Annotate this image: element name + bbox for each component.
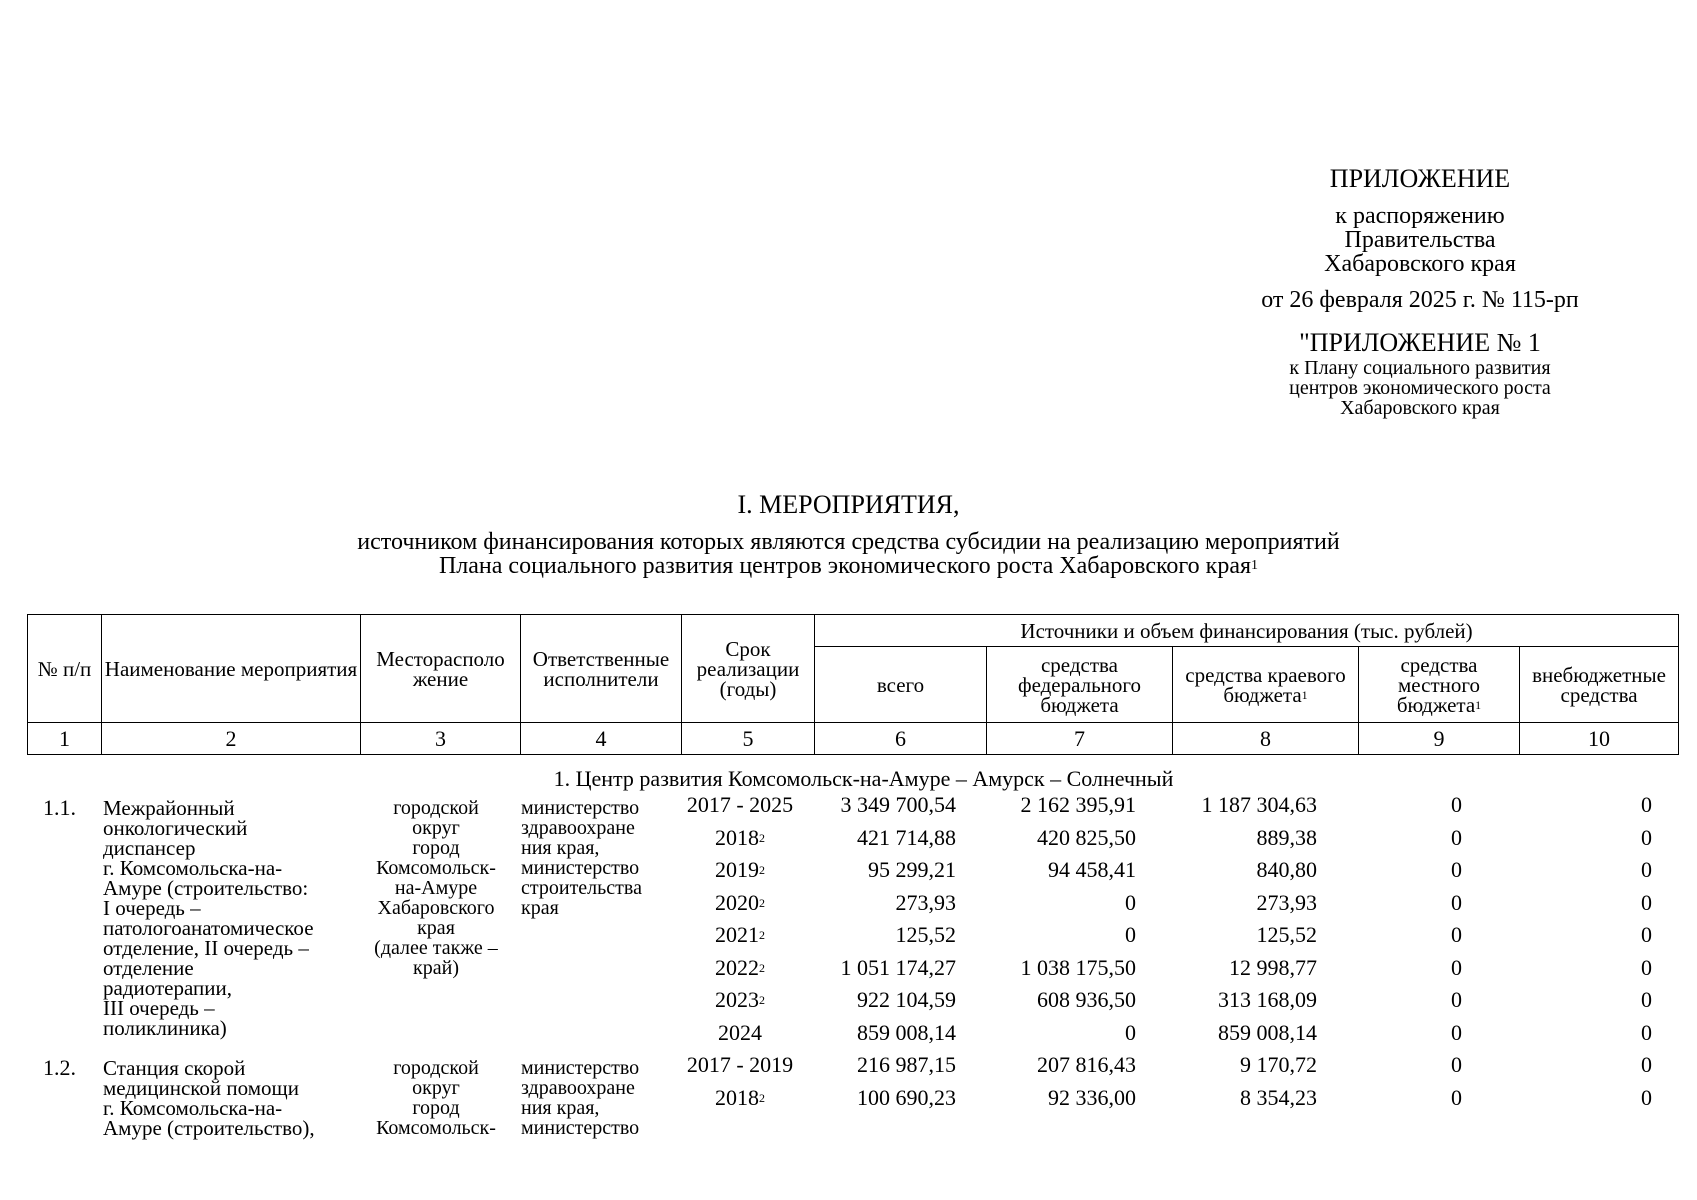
- appendix-line-2: центров экономического роста: [1289, 377, 1551, 399]
- value-federal: 2 162 395,91: [1020, 792, 1136, 817]
- header-num: № п/п: [28, 615, 102, 723]
- header-location: Месторасполо жение: [361, 615, 521, 723]
- item-name-line: поликлиника): [103, 1016, 227, 1040]
- value-total: 859 008,14: [857, 1019, 956, 1045]
- item-location-line: городской: [393, 1057, 479, 1079]
- year-text: 2019: [715, 857, 759, 882]
- year-text: 2020: [715, 889, 759, 915]
- value-local: 0: [1451, 1052, 1462, 1077]
- item-executor-line: строительства: [521, 877, 642, 899]
- footnote-mark: 2: [759, 928, 765, 942]
- item-executor-line: министерство: [521, 1057, 640, 1079]
- document-title-block: [0, 490, 1697, 578]
- value-federal: 420 825,50: [1037, 824, 1136, 850]
- value-federal: 608 936,50: [1037, 987, 1136, 1012]
- item-location-line: город: [412, 837, 460, 859]
- item-name-line: отделение, II очередь –: [103, 936, 309, 960]
- section-title: 1. Центр развития Комсомольск-на-Амуре – Амурск – Солнечный: [553, 766, 1174, 791]
- header-name: Наименование мероприятия: [102, 615, 361, 723]
- value-total: 3 349 700,54: [840, 792, 956, 817]
- column-number: 7: [987, 723, 1173, 755]
- value-total: 95 299,21: [868, 857, 956, 882]
- item-name-line: онкологический: [103, 816, 248, 840]
- value-federal: 0: [1125, 889, 1136, 915]
- item-executor-line: министерство: [521, 797, 640, 819]
- value-total: 922 104,59: [857, 987, 956, 1012]
- header-local-cell: [1359, 647, 1520, 723]
- header-funding-group: Источники и объем финансирования (тыс. рублей): [815, 615, 1679, 647]
- value-regional: 125,52: [1256, 922, 1317, 947]
- item-executor-line: здравоохране: [521, 1077, 635, 1099]
- item-name-line: Станция скорой: [103, 1056, 246, 1080]
- value-extra: 0: [1641, 1084, 1652, 1110]
- value-total: 216 987,15: [857, 1052, 956, 1077]
- item-executor-line: ния края,: [521, 837, 600, 859]
- value-federal: 92 336,00: [1048, 1084, 1136, 1110]
- item-name-line: патологоанатомическое: [103, 916, 314, 940]
- funding-table-header: [27, 614, 1679, 755]
- column-number: 6: [815, 723, 987, 755]
- column-number: 1: [28, 723, 102, 755]
- item-number: 1.2.: [43, 1055, 76, 1080]
- item-location-line: городской: [393, 797, 479, 819]
- value-total: 421 714,88: [857, 824, 956, 850]
- footnote-mark: 1: [1301, 687, 1308, 702]
- footnote-mark: 1: [1251, 558, 1259, 573]
- value-regional: 889,38: [1256, 824, 1317, 850]
- value-local: 0: [1451, 792, 1462, 817]
- appendix-line-3: Хабаровского края: [1340, 397, 1500, 419]
- header-executors: Ответственные исполнители: [521, 615, 682, 723]
- approval-to-order: к распоряжению: [1335, 203, 1505, 229]
- value-local: 0: [1451, 987, 1462, 1012]
- item-location-line: Комсомольск-: [376, 857, 496, 879]
- item-name-line: I очередь –: [103, 896, 201, 920]
- value-regional: 1 187 304,63: [1201, 792, 1317, 817]
- item-number: 1.1.: [43, 795, 76, 820]
- column-number: 4: [521, 723, 682, 755]
- appendix-title: "ПРИЛОЖЕНИЕ № 1: [1299, 328, 1541, 357]
- header-period: Срок реализации (годы): [682, 615, 815, 723]
- year-text: 2022: [715, 954, 759, 980]
- value-regional: 313 168,09: [1218, 987, 1317, 1012]
- header-federal: средства федерального бюджета: [987, 647, 1173, 723]
- approval-date-number: от 26 февраля 2025 г. № 115-рп: [1261, 287, 1579, 313]
- item-executor-line: края: [521, 897, 559, 919]
- value-local: 0: [1451, 857, 1462, 882]
- value-local: 0: [1451, 1019, 1462, 1045]
- footnote-mark: 2: [759, 960, 765, 975]
- value-federal: 94 458,41: [1048, 857, 1136, 882]
- year-text: 2024: [718, 1019, 762, 1045]
- item-name-line: радиотерапии,: [103, 976, 232, 1000]
- document-subtitle-1: источником финансирования которых являются средства субсидии на реализацию мероприятий: [357, 529, 1340, 555]
- column-number: 3: [361, 723, 521, 755]
- footnote-mark: 1: [1475, 697, 1482, 712]
- value-extra: 0: [1641, 1052, 1652, 1077]
- item-executor-line: здравоохране: [521, 817, 635, 839]
- value-extra: 0: [1641, 1019, 1652, 1045]
- value-regional: 840,80: [1256, 857, 1317, 882]
- column-number: 9: [1359, 723, 1520, 755]
- item-location-line: край): [413, 957, 459, 979]
- document-title: I. МЕРОПРИЯТИЯ,: [737, 490, 960, 519]
- item-location-line: (далее также –: [374, 937, 498, 959]
- value-total: 125,52: [895, 922, 956, 947]
- item-executor-line: министерство: [521, 1117, 640, 1139]
- approval-title: ПРИЛОЖЕНИЕ: [1329, 164, 1511, 193]
- approval-block: [1180, 164, 1660, 418]
- item-location-line: округ: [412, 1077, 460, 1099]
- year-text: 2021: [715, 922, 759, 947]
- header-extra: внебюджетные средства: [1520, 647, 1679, 723]
- approval-authority-2: Хабаровского края: [1324, 251, 1516, 277]
- item-name-line: отделение: [103, 956, 194, 980]
- value-regional: 8 354,23: [1240, 1084, 1317, 1110]
- document-subtitle-2: Плана социального развития центров экономического роста Хабаровского края: [438, 553, 1252, 579]
- footnote-mark: 2: [759, 993, 765, 1007]
- item-location-line: Комсомольск-: [376, 1117, 496, 1139]
- value-regional: 12 998,77: [1229, 954, 1317, 980]
- header-local: средства местного бюджета: [1396, 652, 1480, 717]
- value-regional: 9 170,72: [1240, 1052, 1317, 1077]
- item-executor-line: ния края,: [521, 1097, 600, 1119]
- value-extra: 0: [1641, 857, 1652, 882]
- value-federal: 0: [1125, 1019, 1136, 1045]
- column-number: 5: [682, 723, 815, 755]
- value-federal: 0: [1125, 922, 1136, 947]
- value-extra: 0: [1641, 954, 1652, 980]
- column-number: 10: [1520, 723, 1679, 755]
- item-name-line: III очередь –: [103, 996, 215, 1020]
- item-name-line: Амуре (строительство:: [103, 876, 309, 900]
- item-location-line: Хабаровского: [377, 897, 495, 919]
- year-text: 2018: [715, 1084, 759, 1110]
- value-local: 0: [1451, 922, 1462, 947]
- footnote-mark: 2: [759, 830, 765, 845]
- item-location-line: края: [417, 917, 455, 939]
- document-subtitle-2-wrap: [0, 554, 1697, 578]
- value-federal: 207 816,43: [1037, 1052, 1136, 1077]
- year-text: 2023: [715, 987, 759, 1012]
- item-name-line: г. Комсомольска-на-: [103, 856, 283, 880]
- appendix-line-1: к Плану социального развития: [1289, 357, 1551, 379]
- header-total: всего: [815, 647, 987, 723]
- footnote-mark: 2: [759, 1090, 765, 1105]
- item-name-line: диспансер: [103, 836, 196, 860]
- column-number: 2: [102, 723, 361, 755]
- item-location-line: город: [412, 1097, 460, 1119]
- value-extra: 0: [1641, 792, 1652, 817]
- item-name-line: медицинской помощи: [103, 1076, 299, 1100]
- item-location-line: на-Амуре: [394, 877, 478, 899]
- item-name-line: г. Комсомольска-на-: [103, 1096, 283, 1120]
- value-federal: 1 038 175,50: [1020, 954, 1136, 980]
- approval-authority-1: Правительства: [1344, 227, 1496, 253]
- value-total: 273,93: [895, 889, 956, 915]
- value-local: 0: [1451, 889, 1462, 915]
- year-text: 2017 - 2019: [686, 1052, 794, 1077]
- value-local: 0: [1451, 824, 1462, 850]
- item-executor-line: министерство: [521, 857, 640, 879]
- item-name-line: Межрайонный: [103, 796, 235, 820]
- year-text: 2017 - 2025: [686, 792, 794, 817]
- value-total: 100 690,23: [857, 1084, 956, 1110]
- value-local: 0: [1451, 954, 1462, 980]
- value-extra: 0: [1641, 824, 1652, 850]
- header-regional: средства краевого бюджета: [1185, 662, 1346, 707]
- value-extra: 0: [1641, 922, 1652, 947]
- value-extra: 0: [1641, 889, 1652, 915]
- value-regional: 859 008,14: [1218, 1019, 1317, 1045]
- column-number: 8: [1173, 723, 1359, 755]
- value-total: 1 051 174,27: [840, 954, 956, 980]
- header-regional-cell: [1173, 647, 1359, 723]
- value-local: 0: [1451, 1084, 1462, 1110]
- item-location-line: округ: [412, 817, 460, 839]
- item-name-line: Амуре (строительство),: [103, 1116, 315, 1140]
- value-extra: 0: [1641, 987, 1652, 1012]
- value-regional: 273,93: [1256, 889, 1317, 915]
- footnote-mark: 2: [759, 863, 765, 877]
- year-text: 2018: [715, 824, 759, 850]
- footnote-mark: 2: [759, 895, 765, 910]
